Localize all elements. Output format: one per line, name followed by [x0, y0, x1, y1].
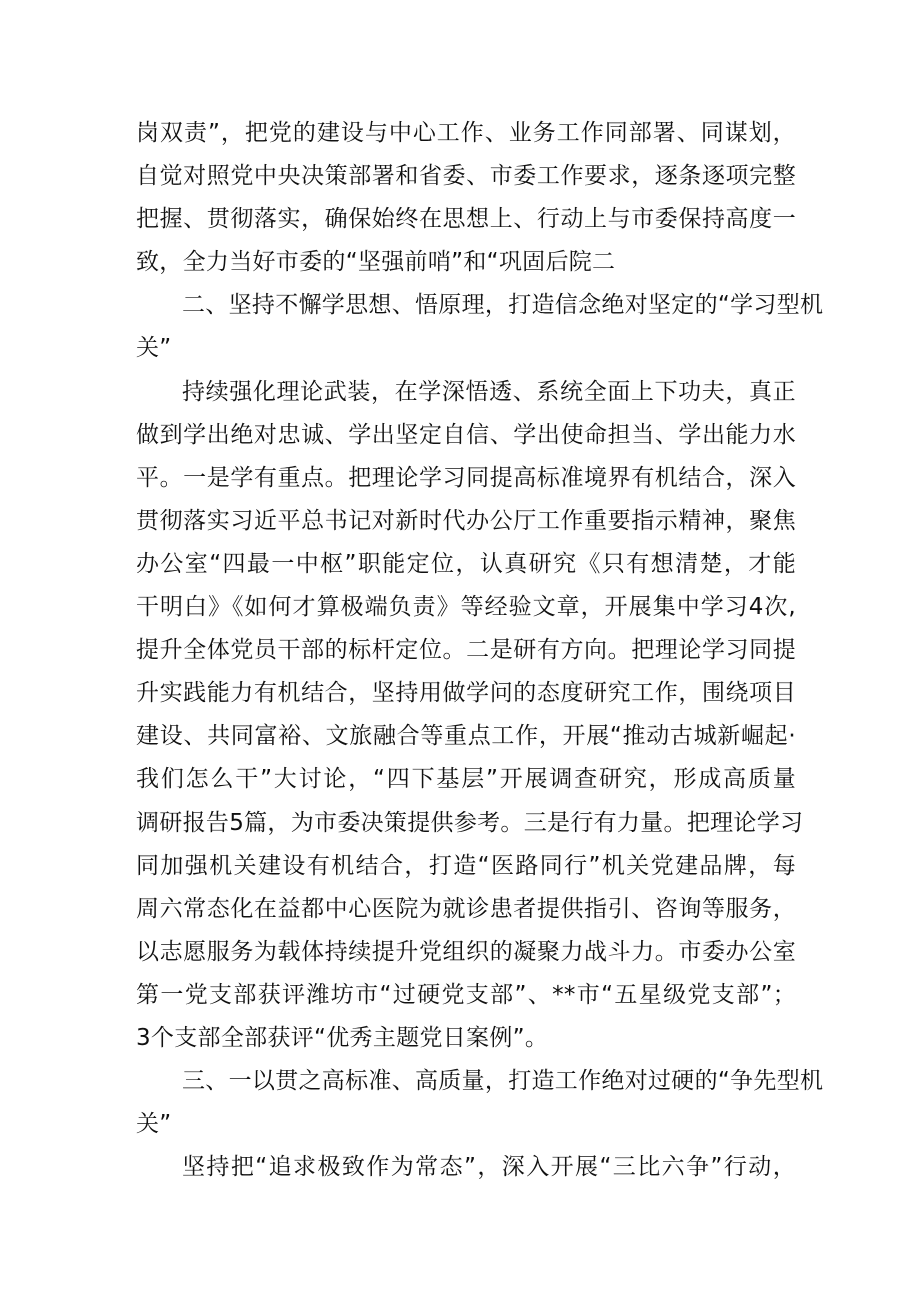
paragraph-line: 建设、共同富裕、文旅融合等重点工作，开展“推动古城新崛起· [136, 723, 796, 750]
paragraph-line: 提升全体党员干部的标杆定位。二是研有方向。把理论学习同提 [136, 637, 796, 664]
section-heading-3: 三、一以贯之高标准、高质量，打造工作绝对过硬的“争先型机 [182, 1068, 824, 1095]
paragraph-line: 平。一是学有重点。把理论学习同提高标准境界有机结合，深入 [136, 464, 796, 491]
section-heading-3-end: 关” [136, 1111, 172, 1138]
paragraph-line: 第一党支部获评潍坊市“过硬党支部”、**市“五星级党支部”； [136, 981, 796, 1008]
paragraph-line: 我们怎么干”大讨论，“四下基层”开展调查研究，形成高质量 [136, 766, 796, 793]
section-heading-2-end: 关” [136, 335, 172, 362]
paragraph-line: 持续强化理论武装，在学深悟透、系统全面上下功夫，真正 [182, 378, 796, 405]
paragraph-line: 升实践能力有机结合，坚持用做学问的态度研究工作，围绕项目 [136, 680, 796, 707]
document-body [136, 112, 824, 1189]
paragraph-line: 贯彻落实习近平总书记对新时代办公厅工作重要指示精神，聚焦 [136, 507, 796, 534]
paragraph-line: 调研报告5篇，为市委决策提供参考。三是行有力量。把理论学习 [136, 809, 804, 836]
paragraph-line: 做到学出绝对忠诚、学出坚定自信、学出使命担当、学出能力水 [136, 421, 796, 448]
paragraph-line: 把握、贯彻落实，确保始终在思想上、行动上与市委保持高度一 [136, 206, 796, 233]
paragraph-line: 干明白》《如何才算极端负责》等经验文章，开展集中学习4次, [136, 594, 796, 621]
paragraph-line: 周六常态化在益都中心医院为就诊患者提供指引、咨询等服务， [136, 895, 796, 922]
paragraph-line: 3个支部全部获评“优秀主题党日案例”。 [136, 1024, 549, 1051]
paragraph-line: 办公室“四最一中枢”职能定位，认真研究《只有想清楚，才能 [136, 550, 796, 577]
section-heading-2: 二、坚持不懈学思想、悟原理，打造信念绝对坚定的“学习型机 [182, 292, 824, 319]
paragraph-line: 自觉对照党中央决策部署和省委、市委工作要求，逐条逐项完整 [136, 163, 796, 190]
paragraph-line: 岗双责”，把党的建设与中心工作、业务工作同部署、同谋划， [136, 120, 796, 146]
paragraph-line: 坚持把“追求极致作为常态”，深入开展“三比六争”行动， [182, 1154, 796, 1181]
paragraph-line: 同加强机关建设有机结合，打造“医路同行”机关党建品牌，每 [136, 852, 796, 879]
paragraph-line: 致，全力当好市委的“坚强前哨”和“巩固后院二 [136, 249, 616, 276]
paragraph-line: 以志愿服务为载体持续提升党组织的凝聚力战斗力。市委办公室 [136, 938, 796, 965]
